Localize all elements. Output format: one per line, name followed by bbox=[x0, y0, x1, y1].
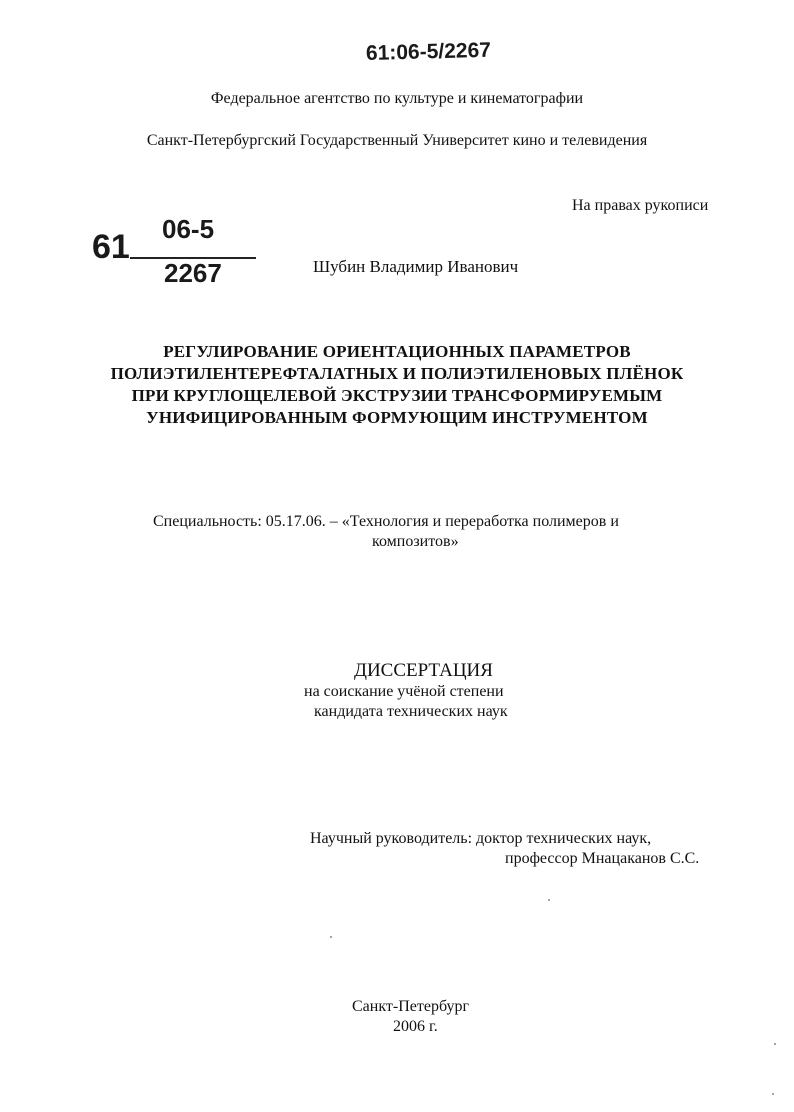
supervisor-line-2: профессор Мнацаканов С.С. bbox=[505, 850, 700, 867]
dissertation-heading: ДИССЕРТАЦИЯ bbox=[354, 660, 493, 681]
degree-line-2: кандидата технических наук bbox=[314, 703, 508, 720]
supervisor-line-1: Научный руководитель: доктор технических наук, bbox=[310, 830, 652, 847]
title-line: ПОЛИЭТИЛЕНТЕРЕФТАЛАТНЫХ И ПОЛИЭТИЛЕНОВЫХ ПЛЁНОК bbox=[110, 364, 684, 383]
scan-speck bbox=[548, 899, 550, 901]
scan-speck bbox=[772, 1093, 774, 1095]
footer-city: Санкт-Петербург bbox=[352, 998, 470, 1015]
author-name: Шубин Владимир Иванович bbox=[313, 257, 519, 276]
scan-speck bbox=[774, 1043, 776, 1045]
stamp-denominator: 2267 bbox=[164, 258, 222, 288]
title-line: РЕГУЛИРОВАНИЕ ОРИЕНТАЦИОННЫХ ПАРАМЕТРОВ bbox=[163, 342, 631, 361]
title-line: ПРИ КРУГЛОЩЕЛЕВОЙ ЭКСТРУЗИИ ТРАНСФОРМИРУЕМЫМ bbox=[131, 386, 663, 405]
stamp-prefix: 61 bbox=[92, 228, 130, 266]
university-name: Санкт-Петербургский Государственный Университет кино и телевидения bbox=[146, 132, 648, 149]
footer-year: 2006 г. bbox=[393, 1018, 438, 1035]
stamp-numerator: 06-5 bbox=[162, 214, 215, 244]
scan-speck bbox=[330, 936, 332, 938]
agency-name: Федеральное агентство по культуре и кинематографии bbox=[210, 90, 584, 107]
degree-line-1: на соискание учёной степени bbox=[304, 683, 504, 700]
specialty-line-1: Специальность: 05.17.06. – «Технология и переработка полимеров и bbox=[153, 513, 619, 530]
title-line: УНИФИЦИРОВАННЫМ ФОРМУЮЩИМ ИНСТРУМЕНТОМ bbox=[146, 408, 648, 427]
manuscript-note: На правах рукописи bbox=[572, 197, 709, 214]
archive-code: 61:06-5/2267 bbox=[365, 38, 492, 65]
specialty-line-2: композитов» bbox=[372, 533, 459, 550]
